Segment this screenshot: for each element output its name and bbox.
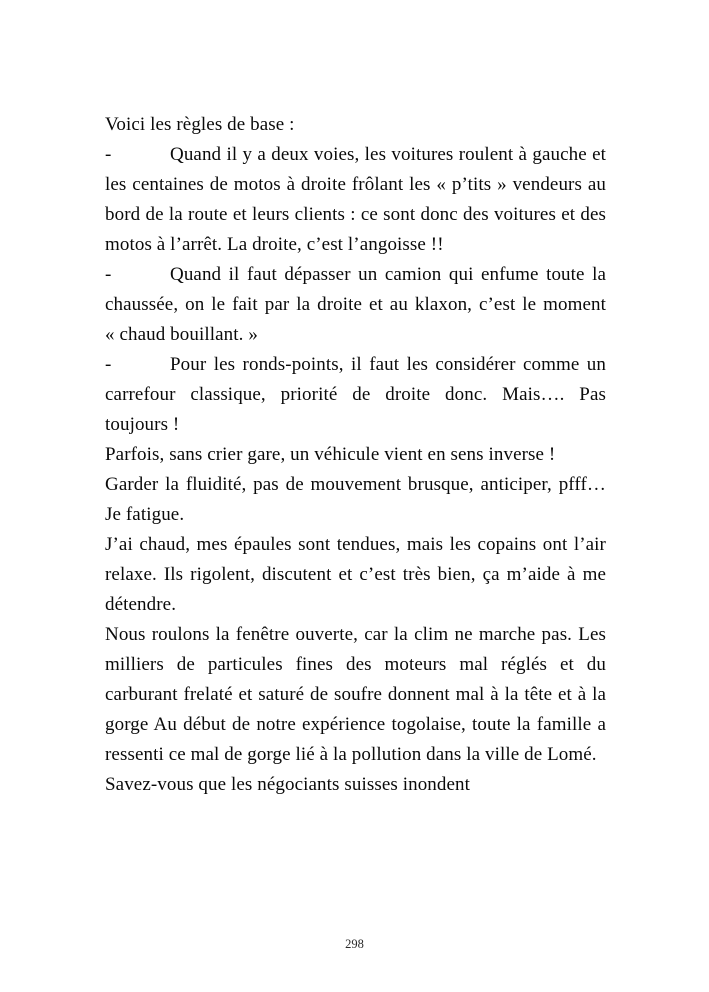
paragraph: Savez-vous que les négociants suisses inondent bbox=[105, 774, 471, 795]
page-number: 298 bbox=[345, 937, 364, 951]
bullet-dash: - bbox=[105, 264, 112, 285]
bullet-paragraph: - Quand il faut dépasser un camion qui enfume toute la chaussée, on le fait par la droite et au klaxon, c’est le moment « chaud bouillant. » bbox=[105, 260, 606, 350]
bullet-paragraph: - Pour les ronds-points, il faut les considérer comme un carrefour classique, priorité de droite donc. Mais…. Pas toujours ! bbox=[105, 350, 606, 440]
paragraph: Garder la fluidité, pas de mouvement brusque, anticiper, pfff… Je fatigue. bbox=[105, 474, 606, 525]
paragraph: Nous roulons la fenêtre ouverte, car la clim ne marche pas. Les milliers de particules fines des moteurs mal réglés et du carburant frelaté et saturé de soufre donnent mal à la tête et à la gorge Au début de notre expérience togolaise, toute la famille a ressenti ce mal de gorge lié à la pollution dans la ville de Lomé. bbox=[105, 624, 606, 765]
paragraph: Voici les règles de base : bbox=[105, 114, 295, 135]
bullet-paragraph: - Quand il y a deux voies, les voitures roulent à gauche et les centaines de motos à droite frôlant les « p’tits » vendeurs au bord de la route et leurs clients : ce sont donc des voitures et des motos à l’arrêt. La droite, c’est l’angoisse !! bbox=[105, 140, 606, 260]
text-block bbox=[105, 110, 606, 800]
paragraph: J’ai chaud, mes épaules sont tendues, mais les copains ont l’air relaxe. Ils rigolent, discutent et c’est très bien, ça m’aide à me détendre. bbox=[105, 534, 606, 615]
bullet-dash: - bbox=[105, 354, 112, 375]
paragraph: Parfois, sans crier gare, un véhicule vient en sens inverse ! bbox=[105, 444, 556, 465]
bullet-dash: - bbox=[105, 144, 112, 165]
